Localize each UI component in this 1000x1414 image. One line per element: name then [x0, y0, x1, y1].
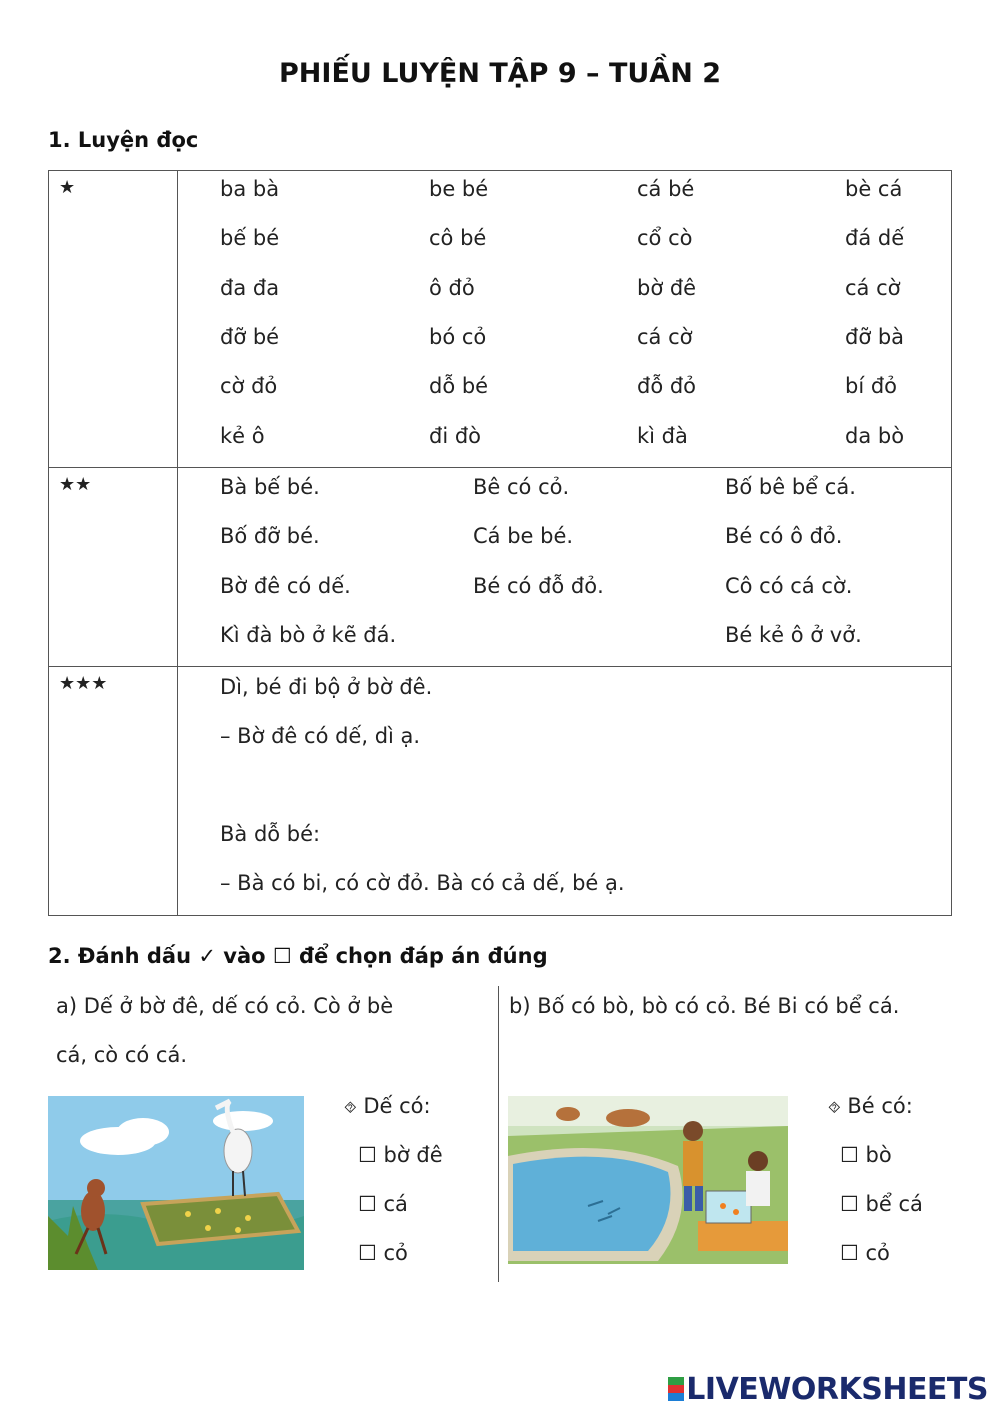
- level3-line: – Bờ đê có dế, dì ạ.: [220, 724, 421, 748]
- syllable-word: cổ cò: [637, 226, 693, 251]
- checkbox-icon[interactable]: ☐: [840, 1241, 859, 1265]
- checkbox-icon[interactable]: ☐: [840, 1192, 859, 1216]
- part-b-text: b) Bố có bò, bò có cỏ. Bé Bi có bể cá.: [509, 994, 900, 1018]
- syllable-word: cá bé: [637, 177, 695, 201]
- sentence: Bé kẻ ô ở vở.: [725, 622, 862, 647]
- syllable-word: bí đỏ: [845, 374, 898, 399]
- sentence: Kì đà bò ở kẽ đá.: [220, 622, 397, 647]
- page-title: PHIẾU LUYỆN TẬP 9 – TUẦN 2: [279, 58, 721, 89]
- syllable-word: ba bà: [220, 177, 280, 201]
- sentence: Bờ đê có dế.: [220, 573, 351, 598]
- syllable-word: đỡ bà: [845, 324, 905, 349]
- syllable-word: bờ đê: [637, 275, 697, 300]
- part-a-prompt: ⯑ Dế có:: [344, 1094, 431, 1118]
- level1-stars: ★: [49, 171, 178, 468]
- syllable-word: cờ đỏ: [220, 374, 278, 399]
- option-a-1[interactable]: ☐ bờ đê: [358, 1143, 443, 1167]
- prompt-icon: ⯑: [344, 1098, 357, 1117]
- sentence: Bà bế bé.: [220, 475, 320, 499]
- part-a-text: cá, cò có cá.: [56, 1043, 187, 1067]
- level3-line: Dì, bé đi bộ ở bờ đê.: [220, 675, 433, 699]
- syllable-word: đá dế: [845, 226, 905, 251]
- part-b-prompt: ⯑ Bé có:: [828, 1094, 913, 1118]
- syllable-word: đa đa: [220, 275, 280, 300]
- checkbox-icon[interactable]: ☐: [358, 1192, 377, 1216]
- level2-stars: ★★: [49, 468, 178, 667]
- syllable-word: bè cá: [845, 177, 903, 201]
- section2-heading: 2. Đánh dấu ✓ vào ☐ để chọn đáp án đúng: [48, 944, 548, 968]
- crane-cricket-illustration: [48, 1096, 304, 1270]
- sentence: Cô có cá cờ.: [725, 573, 853, 598]
- checkbox-icon[interactable]: ☐: [358, 1241, 377, 1265]
- option-b-1[interactable]: ☐ bò: [840, 1143, 892, 1167]
- syllable-word: cô bé: [429, 226, 487, 251]
- level2-cell: [178, 468, 952, 667]
- level3-stars: ★★★: [49, 667, 178, 916]
- section1-heading: 1. Luyện đọc: [48, 128, 199, 152]
- syllable-word: bó cỏ: [429, 324, 487, 349]
- level3-line: Bà dỗ bé:: [220, 822, 321, 846]
- reading-table: [48, 170, 952, 916]
- sentence: Cá be bé.: [473, 524, 574, 549]
- syllable-word: da bò: [845, 423, 905, 448]
- checkbox-icon[interactable]: ☐: [358, 1143, 377, 1167]
- syllable-word: be bé: [429, 177, 489, 201]
- option-b-2[interactable]: ☐ bể cá: [840, 1192, 923, 1216]
- fishtank-pond-illustration: [508, 1096, 788, 1264]
- level1-cell: [178, 171, 952, 468]
- sentence: Bố bê bể cá.: [725, 475, 856, 499]
- option-b-3[interactable]: ☐ cỏ: [840, 1241, 890, 1265]
- level3-cell: [178, 667, 952, 916]
- syllable-word: dỗ bé: [429, 374, 489, 399]
- syllable-word: kẻ ô: [220, 423, 265, 448]
- syllable-word: cá cờ: [637, 324, 693, 349]
- sentence: Bé có đỗ đỏ.: [473, 573, 604, 598]
- live-badge-icon: [668, 1377, 684, 1401]
- prompt-icon: ⯑: [828, 1098, 841, 1117]
- syllable-word: bế bé: [220, 226, 280, 251]
- sentence: Bê có cỏ.: [473, 475, 570, 499]
- sentence: Bố đỡ bé.: [220, 524, 320, 549]
- syllable-word: ô đỏ: [429, 275, 475, 300]
- liveworksheets-logo: LIVEWORKSHEETS: [668, 1372, 988, 1407]
- syllable-word: kì đà: [637, 423, 688, 448]
- column-divider: [498, 986, 499, 1282]
- part-a-text: a) Dế ở bờ đê, dế có cỏ. Cò ở bè: [56, 994, 394, 1018]
- option-a-2[interactable]: ☐ cá: [358, 1192, 408, 1216]
- syllable-word: đỡ bé: [220, 324, 280, 349]
- option-a-3[interactable]: ☐ cỏ: [358, 1241, 408, 1265]
- checkbox-icon[interactable]: ☐: [840, 1143, 859, 1167]
- syllable-word: đi đò: [429, 423, 482, 448]
- level3-line: – Bà có bi, có cờ đỏ. Bà có cả dế, bé ạ.: [220, 871, 625, 895]
- syllable-word: cá cờ: [845, 275, 901, 300]
- syllable-word: đỗ đỏ: [637, 374, 697, 399]
- sentence: Bé có ô đỏ.: [725, 524, 843, 549]
